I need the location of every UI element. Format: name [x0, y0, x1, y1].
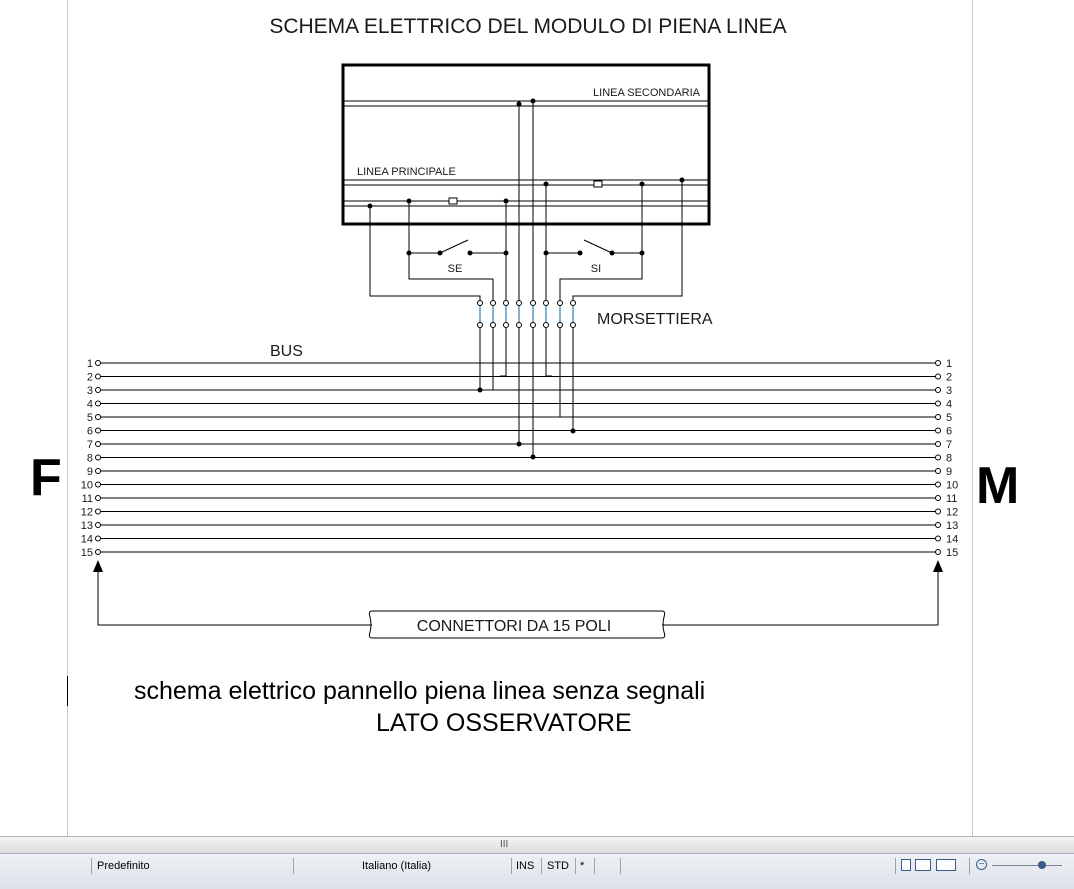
pin-label-left: 7: [86, 439, 93, 451]
pin-label-left: 9: [86, 466, 93, 478]
rail-insulator-left: [449, 198, 457, 204]
pin-label-right: 13: [946, 520, 959, 532]
zoom-out-icon[interactable]: −: [976, 859, 987, 870]
pin-terminal-right: [936, 536, 941, 541]
status-language[interactable]: Italiano (Italia): [362, 860, 432, 872]
label-linea-principale: LINEA PRINCIPALE: [357, 166, 456, 178]
pin-label-left: 12: [80, 506, 93, 519]
pin-label-left: 6: [86, 425, 93, 438]
pin-terminal-right: [936, 361, 941, 366]
arrow-up-right: [933, 560, 943, 572]
pin-label-left: 8: [86, 452, 93, 465]
pin-label-right: 11: [946, 493, 958, 505]
pin-terminal-left: [96, 428, 101, 433]
status-page-style[interactable]: Predefinito: [97, 860, 150, 872]
zoom-slider[interactable]: [992, 865, 1062, 866]
pin-label-right: 15: [946, 547, 959, 559]
label-switch-se: SE: [447, 263, 463, 275]
book-view-icon[interactable]: [936, 859, 956, 871]
text-cursor: [67, 676, 68, 706]
pin-label-right: 5: [946, 412, 953, 424]
pin-terminal-left: [96, 374, 101, 379]
pin-terminal-right: [936, 442, 941, 447]
pin-terminal-right: [936, 401, 941, 406]
pin-label-left: 5: [86, 412, 93, 424]
pin-label-left: 2: [86, 371, 93, 384]
status-insert-mode[interactable]: INS: [516, 860, 535, 872]
side-label-m: M: [976, 457, 1020, 515]
pin-label-left: 11: [81, 493, 93, 505]
caption-line-2: LATO OSSERVATORE: [376, 709, 632, 737]
pin-terminal-right: [936, 428, 941, 433]
pin-terminal-right: [936, 509, 941, 514]
pin-terminal-left: [96, 523, 101, 528]
pin-terminal-right: [936, 388, 941, 393]
pin-label-left: 1: [86, 358, 93, 370]
pin-label-left: 10: [80, 479, 93, 492]
pin-terminal-left: [96, 469, 101, 474]
pin-label-right: 9: [946, 466, 953, 478]
pin-label-right: 6: [946, 425, 953, 438]
status-bar: [0, 853, 1074, 889]
pin-terminal-left: [96, 550, 101, 555]
status-selection-mode[interactable]: STD: [547, 860, 569, 872]
pin-label-left: 15: [80, 547, 93, 559]
pin-label-left: 3: [86, 385, 93, 397]
pin-label-left: 14: [80, 533, 93, 546]
status-modified: *: [580, 860, 585, 872]
pin-terminal-left: [96, 388, 101, 393]
label-morsettiera: MORSETTIERA: [597, 311, 713, 328]
zoom-slider-handle[interactable]: [1038, 861, 1046, 869]
pin-terminal-left: [96, 482, 101, 487]
label-bus: BUS: [270, 343, 303, 360]
pin-terminal-right: [936, 455, 941, 460]
diagram-title: SCHEMA ELETTRICO DEL MODULO DI PIENA LINEA: [269, 15, 787, 38]
pin-label-right: 12: [946, 506, 959, 519]
pin-terminal-right: [936, 496, 941, 501]
pin-terminal-right: [936, 374, 941, 379]
pin-label-left: 13: [80, 520, 93, 532]
pin-label-right: 3: [946, 385, 953, 397]
horizontal-scrollbar[interactable]: [0, 836, 1074, 853]
single-page-view-icon[interactable]: [901, 859, 911, 871]
pin-terminal-left: [96, 401, 101, 406]
pin-terminal-left: [96, 496, 101, 501]
pin-terminal-right: [936, 482, 941, 487]
pin-label-left: 4: [86, 398, 93, 411]
pin-terminal-left: [96, 361, 101, 366]
pin-terminal-right: [936, 469, 941, 474]
pin-label-right: 7: [946, 439, 953, 451]
pin-terminal-right: [936, 415, 941, 420]
pin-label-right: 14: [946, 533, 959, 546]
pin-terminal-left: [96, 455, 101, 460]
caption-line-1: schema elettrico pannello piena linea senza segnali: [134, 677, 706, 705]
pin-terminal-left: [96, 509, 101, 514]
terminal-block: [478, 301, 576, 328]
pin-label-right: 8: [946, 452, 953, 465]
pin-label-right: 2: [946, 371, 953, 384]
pin-label-right: 1: [946, 358, 953, 370]
side-label-f: F: [30, 449, 62, 507]
multi-page-view-icon[interactable]: [915, 859, 931, 871]
label-switch-si: SI: [590, 263, 602, 275]
pin-terminal-right: [936, 523, 941, 528]
scroll-grip[interactable]: III: [500, 839, 509, 850]
rail-insulator-right: [594, 181, 602, 187]
label-linea-secondaria: LINEA SECONDARIA: [593, 87, 700, 99]
pin-label-right: 10: [946, 479, 959, 492]
pin-terminal-left: [96, 536, 101, 541]
pin-label-right: 4: [946, 398, 953, 411]
label-connettori: CONNETTORI DA 15 POLI: [416, 618, 612, 635]
pin-terminal-left: [96, 442, 101, 447]
arrow-up-left: [93, 560, 103, 572]
pin-terminal-left: [96, 415, 101, 420]
pin-terminal-right: [936, 550, 941, 555]
